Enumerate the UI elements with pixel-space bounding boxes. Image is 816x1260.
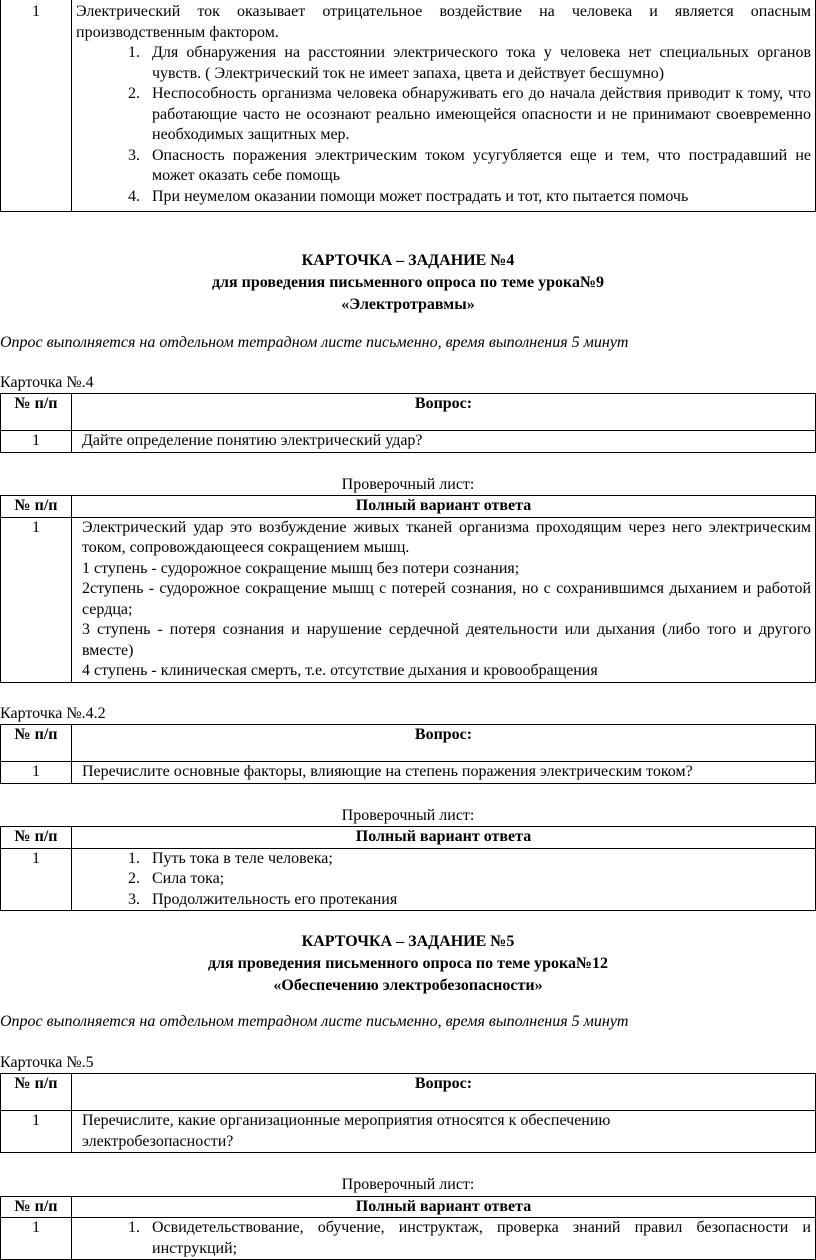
- col-question-header: Вопрос:: [72, 725, 816, 762]
- list-item: 3. Продолжительность его протекания: [144, 890, 811, 911]
- question-text: Перечислите основные факторы, влияющие на степень поражения электрическим током?: [72, 762, 816, 784]
- check-sheet-label: Проверочный лист:: [0, 475, 816, 496]
- answer-cell: [72, 0, 816, 212]
- task-topic: «Электротравмы»: [0, 294, 816, 316]
- list-item: 4. При неумелом оказании помощи может пострадать и тот, кто пытается помочь: [144, 187, 811, 208]
- task-subtitle: для проведения письменного опроса по теме урока№9: [0, 272, 816, 294]
- list-item: 1. Путь тока в теле человека;: [144, 849, 811, 870]
- answer-cell: [72, 848, 816, 911]
- question-table: [0, 393, 816, 453]
- list-item: 1. Для обнаружения на расстоянии электрического тока у человека нет специальных органов чувств. ( Электрический ток не имеет запаха, цвета и действует бесшумно): [144, 43, 811, 84]
- task-title: КАРТОЧКА – ЗАДАНИЕ №5: [0, 931, 816, 953]
- task-title: КАРТОЧКА – ЗАДАНИЕ №4: [0, 250, 816, 272]
- question-text: Дайте определение понятию электрический удар?: [72, 431, 816, 453]
- col-answer-header: Полный вариант ответа: [72, 827, 816, 849]
- check-sheet-label: Проверочный лист:: [0, 806, 816, 827]
- row-number: 1: [1, 0, 72, 212]
- col-num-header: № п/п: [1, 496, 72, 518]
- check-sheet-label: Проверочный лист:: [0, 1175, 816, 1196]
- question-table: [0, 724, 816, 784]
- answer-line: Электрический удар это возбуждение живых тканей организма проходящим через него электрическим током, сопровождающееся сокращением мышц.: [82, 518, 811, 559]
- answer-cell: [72, 1218, 816, 1260]
- card-label: Карточка №.4.2: [0, 704, 816, 725]
- row-number: 1: [1, 431, 72, 453]
- col-num-header: № п/п: [1, 725, 72, 762]
- answer-line: 2ступень - судорожное сокращение мышц с потерей сознания, но с сохранившимся дыханием и работой сердца;: [82, 579, 811, 620]
- answer-line: 4 ступень - клиническая смерть, т.е. отсутствие дыхания и кровообращения: [82, 661, 811, 682]
- task4-heading: [0, 250, 816, 316]
- answer-line: 1 ступень - судорожное сокращение мышц без потери сознания;: [82, 559, 811, 580]
- answer-table: [0, 826, 816, 911]
- col-question-header: Вопрос:: [72, 394, 816, 431]
- col-num-header: № п/п: [1, 1196, 72, 1218]
- row-number: 1: [1, 848, 72, 911]
- row-number: 1: [1, 762, 72, 784]
- task-subtitle: для проведения письменного опроса по теме урока№12: [0, 953, 816, 975]
- list-item: 2. Сила тока;: [144, 869, 811, 890]
- task-topic: «Обеспечению электробезопасности»: [0, 975, 816, 997]
- answer-intro: Электрический ток оказывает отрицательное воздействие на человека и является опасным производственным фактором.: [76, 2, 811, 43]
- row-number: 1: [1, 1111, 72, 1153]
- col-num-header: № п/п: [1, 394, 72, 431]
- instruction-text: Опрос выполняется на отдельном тетрадном листе письменно, время выполнения 5 минут: [0, 1012, 816, 1033]
- question-table: [0, 1073, 816, 1153]
- answer-line: 3 ступень - потеря сознания и нарушение сердечной деятельности или дыхания (либо того и другого вместе): [82, 620, 811, 661]
- answer-table: [0, 495, 816, 683]
- col-answer-header: Полный вариант ответа: [72, 1196, 816, 1218]
- list-item: 2. Неспособность организма человека обнаруживать его до начала действия приводит к тому, что работающие часто не осознают реально имеющейся опасности и не принимают своевременно необходимых защитных мер.: [144, 84, 811, 146]
- instruction-text: Опрос выполняется на отдельном тетрадном листе письменно, время выполнения 5 минут: [0, 333, 816, 354]
- answer-table: [0, 1196, 816, 1260]
- list-item: 1. Освидетельствование, обучение, инструктаж, проверка знаний правил безопасности и инструкций;: [144, 1218, 811, 1259]
- col-num-header: № п/п: [1, 1074, 72, 1111]
- card-label: Карточка №.4: [0, 373, 816, 394]
- col-question-header: Вопрос:: [72, 1074, 816, 1111]
- row-number: 1: [1, 1218, 72, 1260]
- answer-cell: [72, 517, 816, 682]
- col-answer-header: Полный вариант ответа: [72, 496, 816, 518]
- card-label: Карточка №.5: [0, 1053, 816, 1074]
- list-item: 3. Опасность поражения электрическим током усугубляется еще и тем, что пострадавший не может оказать себе помощь: [144, 146, 811, 187]
- task5-heading: [0, 931, 816, 997]
- top-answer-table: [0, 0, 816, 212]
- question-text: Перечислите, какие организационные мероприятия относятся к обеспечению электробезопасности?: [72, 1111, 816, 1153]
- row-number: 1: [1, 517, 72, 682]
- col-num-header: № п/п: [1, 827, 72, 849]
